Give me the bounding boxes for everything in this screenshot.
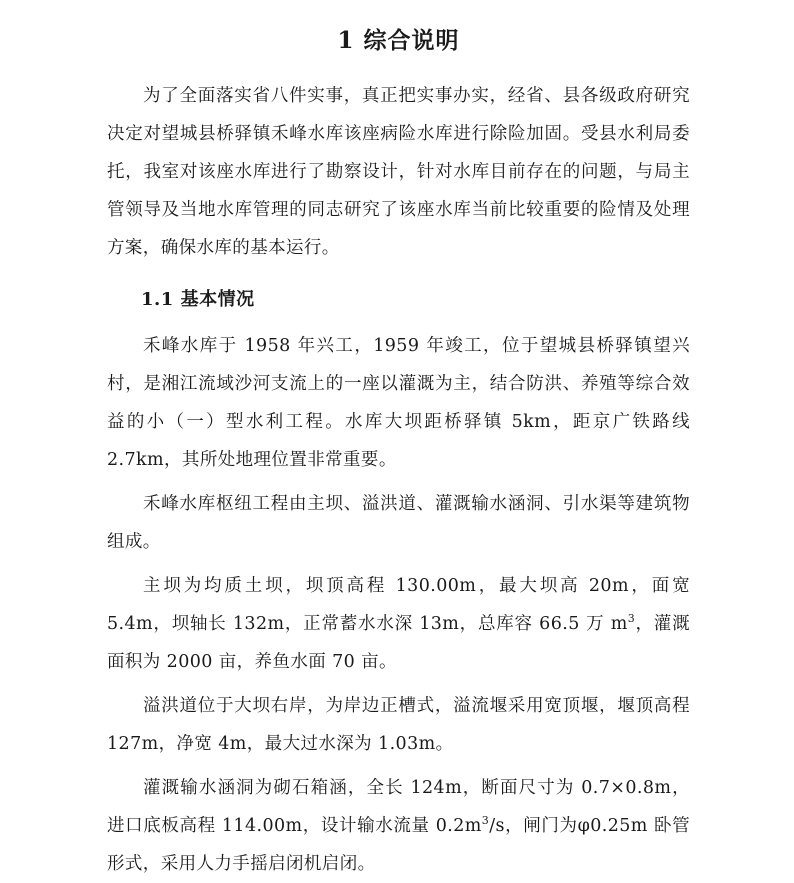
- intro-paragraph: 为了全面落实省八件实事，真正把实事办实，经省、县各级政府研究决定对望城县桥驿镇禾峰水库该座病险水库进行除险加固。受县水利局委托，我室对该座水库进行了勘察设计，针对水库目前存在的问题，与局主管领导及当地水库管理的同志研究了该座水库当前比较重要的险情及处理方案，确保水库的基本运行。: [107, 86, 690, 258]
- paragraph-main-dam: [107, 567, 690, 681]
- paragraph-location: 禾峰水库于 1958 年兴工，1959 年竣工，位于望城县桥驿镇望兴村，是湘江流域沙河支流上的一座以灌溉为主，结合防洪、养殖等综合效益的小（一）型水利工程。水库大坝距桥驿镇 5km，距京广铁路线 2.7km，其所处地理位置非常重要。: [107, 336, 690, 470]
- superscript-3: 3: [627, 612, 636, 626]
- culvert-text-end: /s，闸门为φ0.25m 卧管形式，采用人力手摇启闭机启闭。: [107, 816, 690, 874]
- paragraph-culvert: [107, 769, 690, 883]
- section-heading-1-1: 1.1 基本情况: [141, 289, 255, 310]
- main-dam-text: 主坝为均质土坝，坝顶高程 130.00m，最大坝高 20m，面宽 5.4m，坝轴长 132m，正常蓄水水深 13m，总库容 66.5 万 m: [107, 576, 690, 634]
- superscript-3-flow: 3: [481, 814, 490, 828]
- paragraph-spillway: 溢洪道位于大坝右岸，为岸边正槽式，溢流堰采用宽顶堰，堰顶高程 127m，净宽 4m，最大过水深为 1.03m。: [107, 696, 690, 754]
- main-dam-text-end: ，灌溉面积为 2000 亩，养鱼水面 70 亩。: [107, 614, 690, 672]
- culvert-text: 灌溉输水涵洞为砌石箱涵，全长 124m，断面尺寸为 0.7×0.8m，进口底板高程 114.00m，设计输水流量 0.2m: [107, 778, 690, 836]
- page-title: 1 综合说明: [337, 27, 460, 54]
- paragraph-structures: 禾峰水库枢纽工程由主坝、溢洪道、灌溉输水涵洞、引水渠等建筑物组成。: [107, 494, 690, 552]
